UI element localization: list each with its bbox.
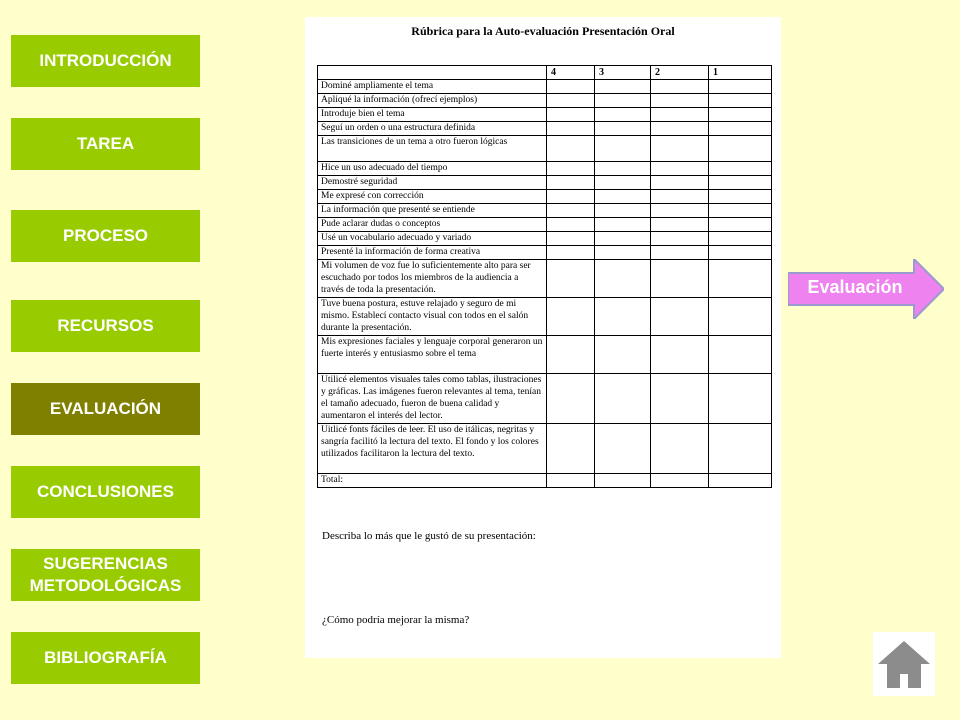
nav-recursos[interactable] xyxy=(11,300,200,352)
score-cell[interactable] xyxy=(651,474,709,488)
score-cell[interactable] xyxy=(709,80,772,94)
score-cell[interactable] xyxy=(595,122,651,136)
score-cell[interactable] xyxy=(709,246,772,260)
evaluacion-arrow-label[interactable]: Evaluación xyxy=(807,277,903,297)
table-row xyxy=(318,232,772,246)
score-cell[interactable] xyxy=(709,424,772,474)
score-cell[interactable] xyxy=(595,80,651,94)
criteria-cell: Seguí un orden o una estructura definida xyxy=(318,122,547,136)
criteria-cell: Introduje bien el tema xyxy=(318,108,547,122)
score-cell[interactable] xyxy=(547,298,595,336)
score-cell[interactable] xyxy=(547,260,595,298)
score-cell[interactable] xyxy=(547,474,595,488)
score-cell[interactable] xyxy=(547,162,595,176)
criteria-cell: Hice un uso adecuado del tiempo xyxy=(318,162,547,176)
score-cell[interactable] xyxy=(651,162,709,176)
question-improve: ¿Cómo podría mejorar la misma? xyxy=(322,614,470,626)
score-cell[interactable] xyxy=(595,190,651,204)
score-cell[interactable] xyxy=(547,176,595,190)
score-header: 1 xyxy=(709,66,772,80)
score-cell[interactable] xyxy=(651,122,709,136)
score-cell[interactable] xyxy=(547,136,595,162)
score-cell[interactable] xyxy=(709,136,772,162)
table-row xyxy=(318,136,772,162)
table-row xyxy=(318,204,772,218)
criteria-cell: Mis expresiones faciales y lenguaje corporal generaron un fuerte interés y entusiasmo sobre el tema xyxy=(318,336,547,374)
criteria-header xyxy=(318,66,547,80)
table-row xyxy=(318,298,772,336)
table-row xyxy=(318,260,772,298)
table-row xyxy=(318,190,772,204)
score-cell[interactable] xyxy=(595,336,651,374)
criteria-cell: La información que presenté se entiende xyxy=(318,204,547,218)
score-cell[interactable] xyxy=(595,136,651,162)
score-cell[interactable] xyxy=(651,108,709,122)
score-cell[interactable] xyxy=(547,80,595,94)
score-cell[interactable] xyxy=(651,176,709,190)
nav-tarea[interactable] xyxy=(11,118,200,170)
nav-evaluacion[interactable] xyxy=(11,383,200,435)
score-cell[interactable] xyxy=(709,260,772,298)
score-cell[interactable] xyxy=(595,162,651,176)
table-row xyxy=(318,122,772,136)
score-cell[interactable] xyxy=(547,122,595,136)
nav-label: PROCESO xyxy=(62,226,149,245)
score-header: 3 xyxy=(595,66,651,80)
score-cell[interactable] xyxy=(709,298,772,336)
criteria-cell: Utilicé elementos visuales tales como tablas, ilustraciones y gráficas. Las imágenes fueron relevantes al tema, tenían el tamaño adecuado, fueron de buena calidad y aumentaron el interés del lector. xyxy=(318,374,547,424)
criteria-cell: Pude aclarar dudas o conceptos xyxy=(318,218,547,232)
criteria-cell: Demostré seguridad xyxy=(318,176,547,190)
score-cell[interactable] xyxy=(547,424,595,474)
score-cell[interactable] xyxy=(709,94,772,108)
criteria-cell: Total: xyxy=(318,474,547,488)
score-cell[interactable] xyxy=(595,108,651,122)
criteria-cell: Tuve buena postura, estuve relajado y seguro de mi mismo. Establecí contacto visual con todos en el salón durante la presentación. xyxy=(318,298,547,336)
table-row xyxy=(318,218,772,232)
question-liked: Describa lo más que le gustó de su presentación: xyxy=(322,530,536,542)
criteria-cell: Presenté la información de forma creativa xyxy=(318,246,547,260)
score-cell[interactable] xyxy=(651,336,709,374)
score-cell[interactable] xyxy=(595,232,651,246)
score-cell[interactable] xyxy=(595,176,651,190)
score-cell[interactable] xyxy=(547,94,595,108)
score-cell[interactable] xyxy=(709,374,772,424)
nav-label: INTRODUCCIÓN xyxy=(39,51,172,70)
score-cell[interactable] xyxy=(595,94,651,108)
score-cell[interactable] xyxy=(595,474,651,488)
score-cell[interactable] xyxy=(709,162,772,176)
score-header: 2 xyxy=(651,66,709,80)
table-row xyxy=(318,424,772,474)
criteria-cell: Me expresé con corrección xyxy=(318,190,547,204)
home-icon xyxy=(873,632,935,696)
score-cell[interactable] xyxy=(651,246,709,260)
table-row xyxy=(318,336,772,374)
nav-label: BIBLIOGRAFÍA xyxy=(44,648,167,667)
score-cell[interactable] xyxy=(709,336,772,374)
document-title: Rúbrica para la Auto-evaluación Presentación Oral xyxy=(411,24,675,38)
score-cell[interactable] xyxy=(547,336,595,374)
score-cell[interactable] xyxy=(547,190,595,204)
criteria-cell: Usé un vocabulario adecuado y variado xyxy=(318,232,547,246)
score-cell[interactable] xyxy=(547,218,595,232)
score-cell[interactable] xyxy=(547,246,595,260)
table-row xyxy=(318,246,772,260)
score-cell[interactable] xyxy=(547,374,595,424)
criteria-cell: Dominé ampliamente el tema xyxy=(318,80,547,94)
score-cell[interactable] xyxy=(595,260,651,298)
score-cell[interactable] xyxy=(709,190,772,204)
score-cell[interactable] xyxy=(595,298,651,336)
score-cell[interactable] xyxy=(595,374,651,424)
nav-label: METODOLÓGICAS xyxy=(29,576,182,595)
criteria-cell: Uitlicé fonts fáciles de leer. El uso de itálicas, negritas y sangría facilitó la lectura del texto. El fondo y los colores utilizados facilitaron la lectura del texto. xyxy=(318,424,547,474)
score-cell[interactable] xyxy=(709,122,772,136)
home-button[interactable] xyxy=(873,632,935,696)
score-cell[interactable] xyxy=(651,80,709,94)
rubric-document xyxy=(305,17,781,658)
table-row xyxy=(318,108,772,122)
rubric-table xyxy=(317,65,772,488)
nav-label: TAREA xyxy=(76,134,135,153)
score-cell[interactable] xyxy=(547,232,595,246)
nav-label: RECURSOS xyxy=(57,316,154,335)
score-cell[interactable] xyxy=(651,232,709,246)
score-cell[interactable] xyxy=(651,298,709,336)
table-row xyxy=(318,94,772,108)
nav-conclusiones[interactable] xyxy=(11,466,200,518)
score-cell[interactable] xyxy=(651,190,709,204)
score-cell[interactable] xyxy=(651,136,709,162)
criteria-cell: Las transiciones de un tema a otro fueron lógicas xyxy=(318,136,547,162)
criteria-cell: Mi volumen de voz fue lo suficientemente alto para ser escuchado por todos los miembros de la audiencia a través de toda la presentación. xyxy=(318,260,547,298)
criteria-cell: Apliqué la información (ofrecí ejemplos) xyxy=(318,94,547,108)
score-cell[interactable] xyxy=(547,108,595,122)
table-header-row xyxy=(318,66,772,80)
score-cell[interactable] xyxy=(709,232,772,246)
score-cell[interactable] xyxy=(651,260,709,298)
nav-introduccion[interactable] xyxy=(11,35,200,87)
score-cell[interactable] xyxy=(595,246,651,260)
score-header: 4 xyxy=(547,66,595,80)
score-cell[interactable] xyxy=(595,204,651,218)
score-cell[interactable] xyxy=(651,218,709,232)
nav-proceso[interactable] xyxy=(11,210,200,262)
score-cell[interactable] xyxy=(651,204,709,218)
score-cell[interactable] xyxy=(651,424,709,474)
nav-label: SUGERENCIAS xyxy=(43,554,168,573)
nav-label: EVALUACIÓN xyxy=(49,399,162,418)
nav-label: CONCLUSIONES xyxy=(37,482,174,501)
score-cell[interactable] xyxy=(709,218,772,232)
score-cell[interactable] xyxy=(709,474,772,488)
table-row xyxy=(318,80,772,94)
table-row xyxy=(318,176,772,190)
score-cell[interactable] xyxy=(595,424,651,474)
score-cell[interactable] xyxy=(709,204,772,218)
nav-bibliografia[interactable] xyxy=(11,632,200,684)
table-row xyxy=(318,374,772,424)
nav-sugerencias[interactable] xyxy=(11,549,200,601)
score-cell[interactable] xyxy=(709,108,772,122)
score-cell[interactable] xyxy=(651,94,709,108)
score-cell[interactable] xyxy=(547,204,595,218)
score-cell[interactable] xyxy=(595,218,651,232)
score-cell[interactable] xyxy=(651,374,709,424)
table-row xyxy=(318,162,772,176)
table-row xyxy=(318,474,772,488)
score-cell[interactable] xyxy=(709,176,772,190)
